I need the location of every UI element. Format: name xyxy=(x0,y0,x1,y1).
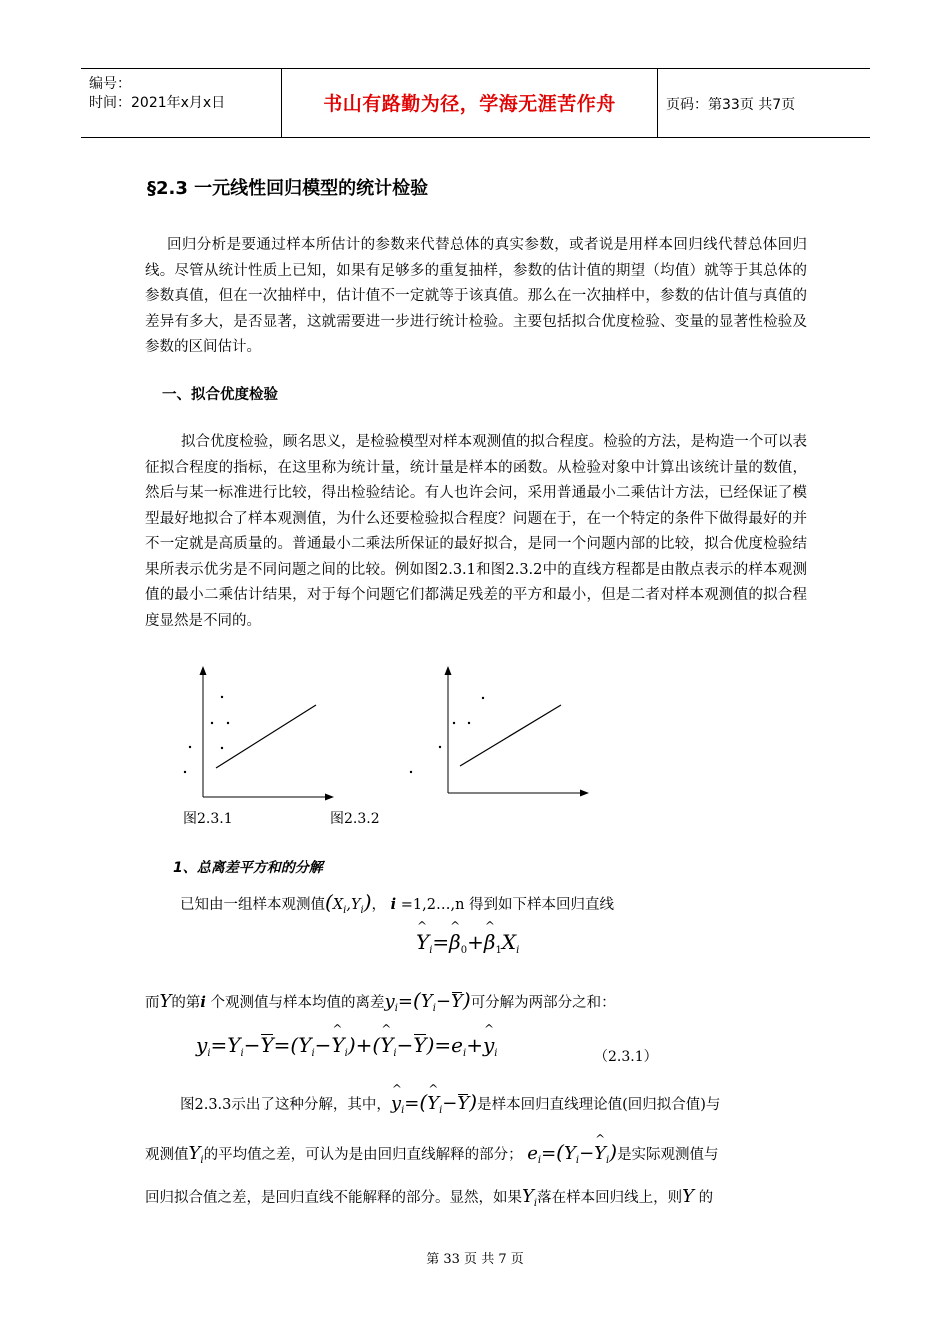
scatter-point xyxy=(221,747,223,749)
scatter-point xyxy=(184,771,186,773)
scatter-point xyxy=(221,696,223,698)
page-footer: 第 33 页 共 7 页 xyxy=(426,1252,524,1267)
header-info-cell xyxy=(81,69,282,137)
text-line-figure-2-3-3: 图2.3.3示出了这种分解，其中，^ $y_i=(\^{}$ $Y_i-Y$)是样本回归直线理论值(回归拟合值)与 xyxy=(180,1090,720,1116)
text-line-observations: 已知由一组样本观测值$(X_i,Y_i)$， i =1,2…,n 得到如下样本回归直线 xyxy=(180,890,615,916)
regression-line xyxy=(216,705,316,768)
header-page-cell xyxy=(658,69,870,137)
page-header xyxy=(81,68,870,138)
subsection-heading-decomposition: 1、总离差平方和的分解 xyxy=(173,860,323,876)
figure-caption-1: 图2.3.1 xyxy=(183,811,233,827)
document-number-label: 编号： xyxy=(89,76,131,92)
equation-sample-regression-line: ^ $Y_i=\^{}$ $\beta_0+\^{}$ $\beta_1X_i$ xyxy=(416,930,519,956)
header-page-number: 页码：第33页 共7页 xyxy=(666,97,796,113)
section-title: §2.3 一元线性回归模型的统计检验 xyxy=(147,178,429,199)
y-axis-arrow xyxy=(445,666,452,675)
scatter-point xyxy=(410,771,412,773)
scatter-point xyxy=(482,697,484,699)
scatter-point xyxy=(453,722,455,724)
text-line-residual: 观测值$Y_i$的平均值之差，可认为是由回归直线解释的部分； $e_i=(Y_i-\^{}$ $Y_i$)是实际观测值与 xyxy=(145,1140,719,1166)
x-axis-arrow xyxy=(580,790,589,797)
header-motto: 书山有路勤为径，学海无涯苦作舟 xyxy=(323,93,616,115)
intro-paragraph: 回归分析是要通过样本所估计的参数来代替总体的真实参数，或者说是用样本回归线代替总体回归线。尽管从统计性质上已知，如果有足够多的重复抽样，参数的估计值的期望（均值）就等于其总体的参数真值，但在一次抽样中，估计值不一定就等于该真值。那么在一次抽样中，参数的估计值与真值的差异有多大，是否显著，这就需要进一步进行统计检验。主要包括拟合优度检验、变量的显著性检验及参数的区间估计。 xyxy=(145,237,807,355)
document-time-label: 时间：2021年x月x日 xyxy=(89,95,226,111)
header-motto-cell xyxy=(282,69,658,137)
y-axis-arrow xyxy=(200,666,207,675)
figure-caption-2: 图2.3.2 xyxy=(330,811,380,827)
scatter-point xyxy=(211,722,213,724)
math-observation-pair: $(X_i,Y_i)$ xyxy=(325,890,372,916)
math-explained-part: ^ $y_i=(\^{}$ $Y_i-Y$) xyxy=(391,1093,477,1114)
scatter-point xyxy=(227,722,229,724)
math-index-i: i xyxy=(390,896,397,913)
text-line-deviation: 而Y的第i 个观测值与样本均值的离差$y_i=(Y_i-Y)$可分解为两部分之和： xyxy=(145,988,616,1014)
math-residual: $e_i=(Y_i-\^{}$ $Y_i$) xyxy=(527,1143,617,1164)
scatter-point xyxy=(189,746,191,748)
figure-2-3-2 xyxy=(405,662,595,802)
goodness-of-fit-paragraph: 拟合优度检验，顾名思义，是检验模型对样本观测值的拟合程度。检验的方法，是构造一个可以表征拟合程度的指标，在这里称为统计量，统计量是样本的函数。从检验对象中计算出该统计量的数值，然后与某一标准进行比较，得出检验结论。有人也许会问，采用普通最小二乘估计方法，已经保证了模型最好地拟合了样本观测值，为什么还要检验拟合程度？问题在于，在一个特定的条件下做得最好的并不一定就是高质量的。普通最小二乘法所保证的最好拟合，是同一个问题内部的比较，拟合优度检验结果所表示优劣是不同问题之间的比较。例如图2.3.1和图2.3.2中的直线方程都是由散点表示的样本观测值的最小二乘估计结果，对于每个问题它们都满足残差的平方和最小，但是二者对样本观测值的拟合程度显然是不同的。 xyxy=(145,434,807,629)
equation-2-3-1: $y_i=Y_i-Y=(Y_i-\^{}$ $Y_i)+(\^{}$ $Y_i-Y)=e_i+\^{}$ $y_i$ xyxy=(196,1033,497,1059)
figure-2-3-1 xyxy=(170,662,340,802)
math-deviation: $y_i=(Y_i-Y)$ xyxy=(384,988,471,1014)
scatter-point xyxy=(468,722,470,724)
regression-line xyxy=(460,705,561,766)
section-heading-goodness-of-fit: 一、拟合优度检验 xyxy=(162,387,278,403)
text-line-unexplained: 回归拟合值之差，是回归直线不能解释的部分。显然，如果$Y_i$落在样本回归线上，则Y 的 xyxy=(145,1186,714,1209)
equation-number: （2.3.1） xyxy=(594,1049,658,1065)
scatter-point xyxy=(439,746,441,748)
x-axis-arrow xyxy=(325,794,334,801)
